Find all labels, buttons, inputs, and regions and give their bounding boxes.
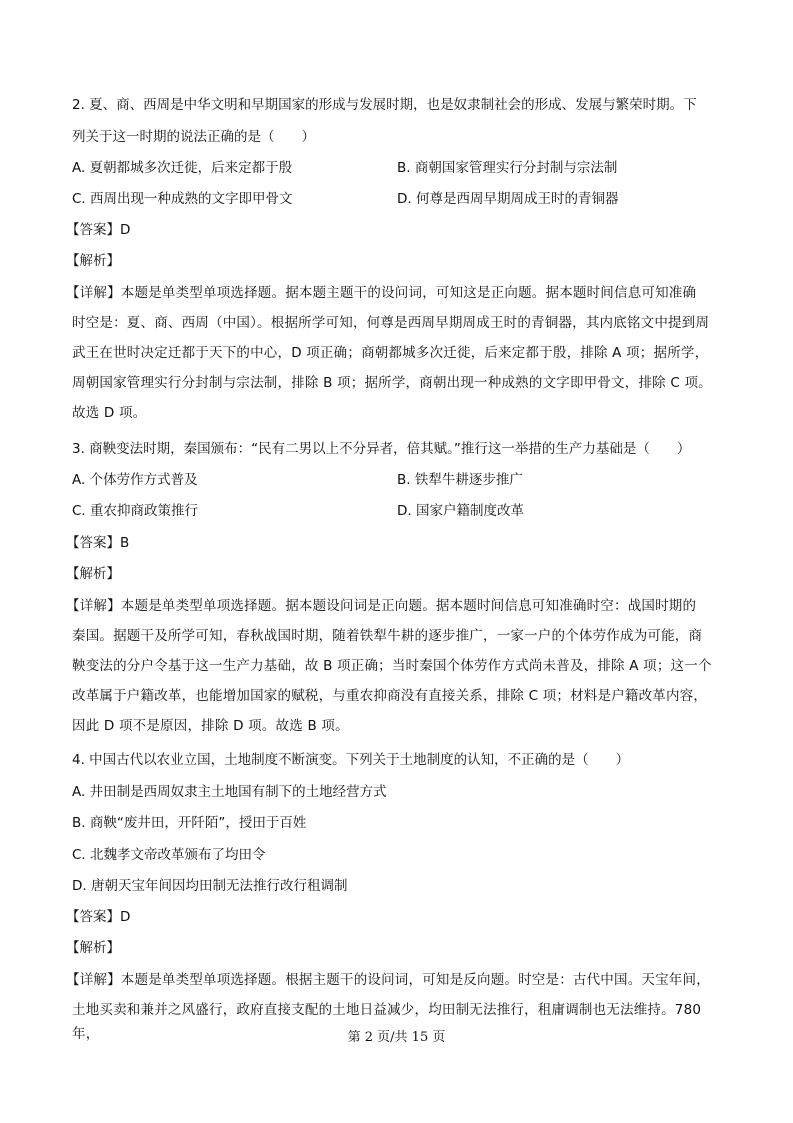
q3-option-c: C. 重农抑商政策推行: [72, 503, 199, 519]
q3-detail-line-3: 鞅变法的分户令基于这一生产力基础，故 B 项正确；当时秦国个体劳作方式尚未普及，排除 A 项；这一个: [72, 658, 712, 674]
q3-detail: [66, 594, 724, 738]
q2-analysis-heading: 【解析】: [66, 253, 120, 269]
q2-option-d: D. 何尊是西周早期周成王时的青铜器: [397, 191, 619, 207]
q3-detail-line-2: 秦国。据题干及所学可知，春秋战国时期，随着铁犁牛耕的逐步推广，一家一户的个体劳作成为可能，商: [72, 628, 703, 644]
q2-detail-line-2: 时空是：夏、商、西周（中国）。根据所学可知，何尊是西周早期周成王时的青铜器，其内底铭文中提到周: [72, 315, 710, 331]
q2-stem-line-2: 列关于这一时期的说法正确的是（ ）: [72, 129, 315, 145]
q2-option-c: C. 西周出现一种成熟的文字即甲骨文: [72, 191, 293, 207]
q4-detail-line-1: 【详解】本题是单类型单项选择题。根据主题干的设问词，可知是反向题。时空是：古代中国。天宝年间，: [66, 972, 710, 988]
q2-detail-line-5: 故选 D 项。: [72, 405, 147, 421]
q4-option-a: A. 井田制是西周奴隶主土地国有制下的土地经营方式: [72, 784, 387, 800]
q4-option-b: B. 商鞅“废井田，开阡陌”，授田于百姓: [72, 815, 307, 831]
q2-detail: [66, 281, 724, 425]
q2-detail-line-1: 【详解】本题是单类型单项选择题。据本题主题干的设问词，可知这是正向题。据本题时间信息可知准确: [66, 285, 697, 301]
q2-answer: 【答案】D: [66, 222, 131, 238]
q3-option-d: D. 国家户籍制度改革: [397, 503, 524, 519]
q3-stem-line-1: 3. 商鞅变法时期，秦国颁布：“民有二男以上不分异者，倍其赋。”推行这一举措的生产力基础是（ ）: [72, 441, 691, 457]
q2-detail-line-3: 武王在世时决定迁都于天下的中心，D 项正确；商朝都城多次迁徙，后来定都于殷，排除 A 项；据所学，: [72, 345, 709, 361]
q4-option-c: C. 北魏孝文帝改革颁布了均田令: [72, 847, 266, 863]
q2-stem-line-1: 2. 夏、商、西周是中华文明和早期国家的形成与发展时期，也是奴隶制社会的形成、发展与繁荣时期。下: [72, 97, 697, 113]
q4-analysis-heading: 【解析】: [66, 940, 120, 956]
q3-detail-line-5: 因此 D 项不是原因，排除 D 项。故选 B 项。: [72, 718, 349, 734]
page-number-footer: 第 2 页/共 15 页: [347, 1030, 446, 1045]
q4-detail-line-2: 土地买卖和兼并之风盛行，政府直接支配的土地日益减少，均田制无法推行，租庸调制也无法维持。780 年，: [72, 1002, 702, 1042]
q3-answer: 【答案】B: [66, 535, 130, 551]
q2-option-b: B. 商朝国家管理实行分封制与宗法制: [397, 160, 618, 176]
q4-option-d: D. 唐朝天宝年间因均田制无法推行改行租调制: [72, 878, 348, 894]
q2-detail-line-4: 周朝国家管理实行分封制与宗法制，排除 B 项；据所学，商朝出现一种成熟的文字即甲骨文，排除 C 项。: [72, 375, 712, 391]
q3-detail-line-4: 改革属于户籍改革，也能增加国家的赋税，与重农抑商没有直接关系，排除 C 项；材料是户籍改革内容，: [72, 688, 708, 704]
q3-detail-line-1: 【详解】本题是单类型单项选择题。据本题设问词是正向题。据本题时间信息可知准确时空：战国时期的: [66, 598, 697, 614]
q3-option-b: B. 铁犁牛耕逐步推广: [397, 472, 523, 488]
q2-option-a: A. 夏朝都城多次迁徙，后来定都于殷: [72, 160, 293, 176]
q4-stem-line-1: 4. 中国古代以农业立国，土地制度不断演变。下列关于土地制度的认知，不正确的是（ ）: [72, 752, 630, 768]
q3-option-a: A. 个体劳作方式普及: [72, 472, 198, 488]
q4-answer: 【答案】D: [66, 909, 131, 925]
q3-analysis-heading: 【解析】: [66, 566, 120, 582]
